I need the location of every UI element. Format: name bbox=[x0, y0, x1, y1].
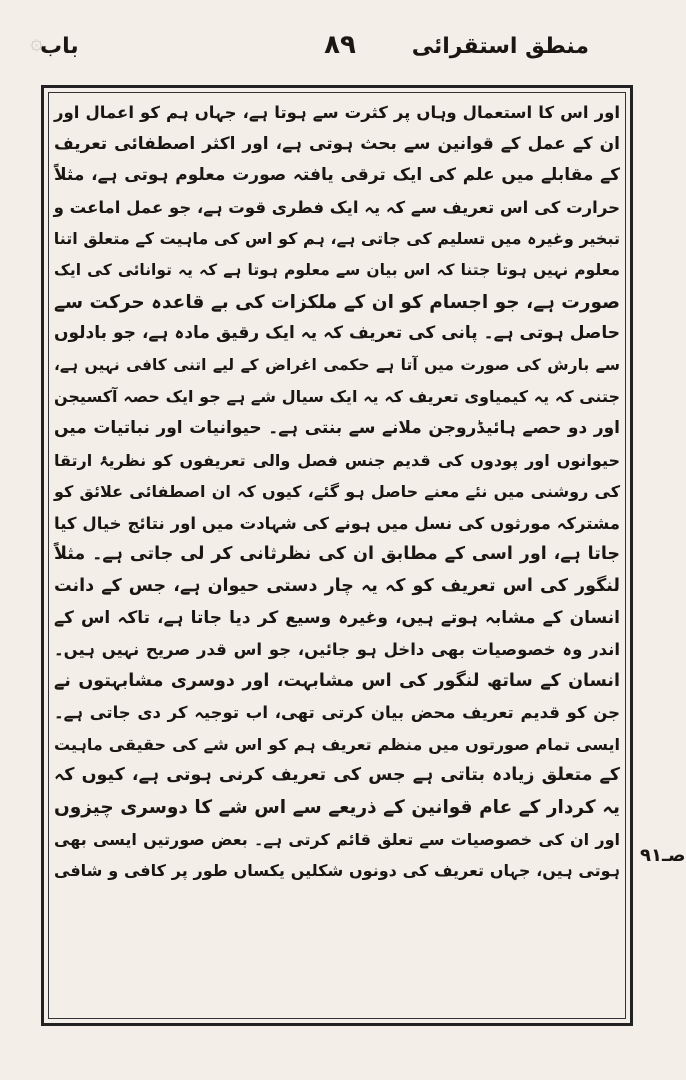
chapter-label: باب bbox=[40, 34, 79, 59]
body-text bbox=[54, 97, 620, 887]
page-number: ۸۹ bbox=[324, 30, 356, 60]
text-line: یہ کردار کے عام قوانین کے ذریعے سے اس شے کا دوسری چیزوں bbox=[54, 797, 620, 819]
text-line: لنگور کی اس تعریف کو کہ یہ چار دستی حیوان ہے، جس کے دانت bbox=[54, 575, 620, 596]
page-header bbox=[0, 22, 677, 72]
text-line: حرارت کی اس تعریف سے کہ یہ ایک فطری قوت ہے، جو عمل اماعت و bbox=[53, 197, 620, 217]
running-title: منطق استقرائی bbox=[411, 34, 589, 59]
text-line: کے مقابلے میں علم کی ایک ترقی یافتہ صورت معلوم ہوتی ہے، مثلاً bbox=[54, 165, 620, 186]
text-line: اور اس کا استعمال وہاں پر کثرت سے ہوتا ہے، جہاں ہم کو اعمال اور bbox=[54, 103, 620, 122]
text-line: مشترکہ مورثوں کی نسل میں ہونے کی شہادت میں اور نتائج خیال کیا bbox=[54, 513, 620, 533]
margin-reference-note: صـ۹۱ bbox=[640, 845, 686, 866]
text-line: ان کے عمل کے قوانین سے بحث ہوتی ہے، اور اکثر اصطفائی تعریف bbox=[54, 133, 620, 154]
text-line: جتنی کہ یہ کیمیاوی تعریف کہ یہ ایک سیال شے ہے جو ایک حصہ آکسیجن bbox=[54, 387, 620, 407]
text-line: حیوانوں اور پودوں کی قدیم جنس فصل والی تعریفوں کو نظریۂ ارتقا bbox=[54, 450, 620, 470]
text-line: معلوم نہیں ہوتا جتنا کہ اس بیان سے معلوم ہوتا ہے کہ یہ توانائی کی ایک bbox=[54, 260, 620, 279]
text-line: ایسی تمام صورتوں میں منظم تعریف ہم کو اس شے کی حقیقی ماہیت bbox=[54, 734, 620, 754]
text-line: صورت ہے، جو اجسام کو ان کے ملکزات کی بے قاعدہ حرکت سے bbox=[54, 291, 620, 313]
text-line: اور ان کی خصوصیات سے تعلق قائم کرتی ہے۔ بعض صورتیں ایسی بھی bbox=[54, 829, 620, 849]
text-line: تبخیر وغیرہ میں تسلیم کی جاتی ہے، ہم کو اس کی ماہیت کے متعلق اتنا bbox=[53, 229, 620, 249]
text-line: اور دو حصے ہائیڈروجن ملانے سے بنتی ہے۔ حیوانیات اور نباتیات میں bbox=[54, 417, 620, 438]
text-line: کے متعلق زیادہ بتاتی ہے جس کی تعریف کرنی ہوتی ہے، کیوں کہ bbox=[54, 765, 620, 786]
text-line: ہوتی ہیں، جہاں تعریف کی دونوں شکلیں یکساں طور پر کافی و شافی bbox=[54, 861, 620, 881]
text-line: انسان کے ساتھ لنگور کی اس مشابہت، اور دوسری مشابہتوں نے bbox=[54, 670, 620, 691]
text-line: کی روشنی میں نئے معنے حاصل ہو گئے، کیوں کہ ان اصطفائی علائق کو bbox=[54, 482, 620, 502]
text-line: حاصل ہوتی ہے۔ پانی کی تعریف کہ یہ ایک رقیق مادہ ہے، جو بادلوں bbox=[54, 323, 620, 344]
text-line: جن کو قدیم تعریف محض بیان کرتی تھی، اب توجیہ کر دی جاتی ہے۔ bbox=[54, 703, 620, 723]
text-line: انسان کے مشابہ ہوتے ہیں، وغیرہ وسیع کر دیا جاتا ہے، تاکہ اس کے bbox=[54, 607, 620, 628]
text-line: سے بارش کی صورت میں آتا ہے حکمی اغراض کے لیے اتنی کافی نہیں ہے، bbox=[54, 355, 620, 374]
faded-stamp: ۞ bbox=[30, 30, 43, 55]
text-line: اندر وہ خصوصیات بھی داخل ہو جائیں، جو اس قدر صریح نہیں ہیں۔ bbox=[54, 640, 620, 660]
text-line: جاتا ہے، اور اسی کے مطابق ان کی نظرثانی کر لی جاتی ہے۔ مثلاً bbox=[54, 544, 620, 565]
